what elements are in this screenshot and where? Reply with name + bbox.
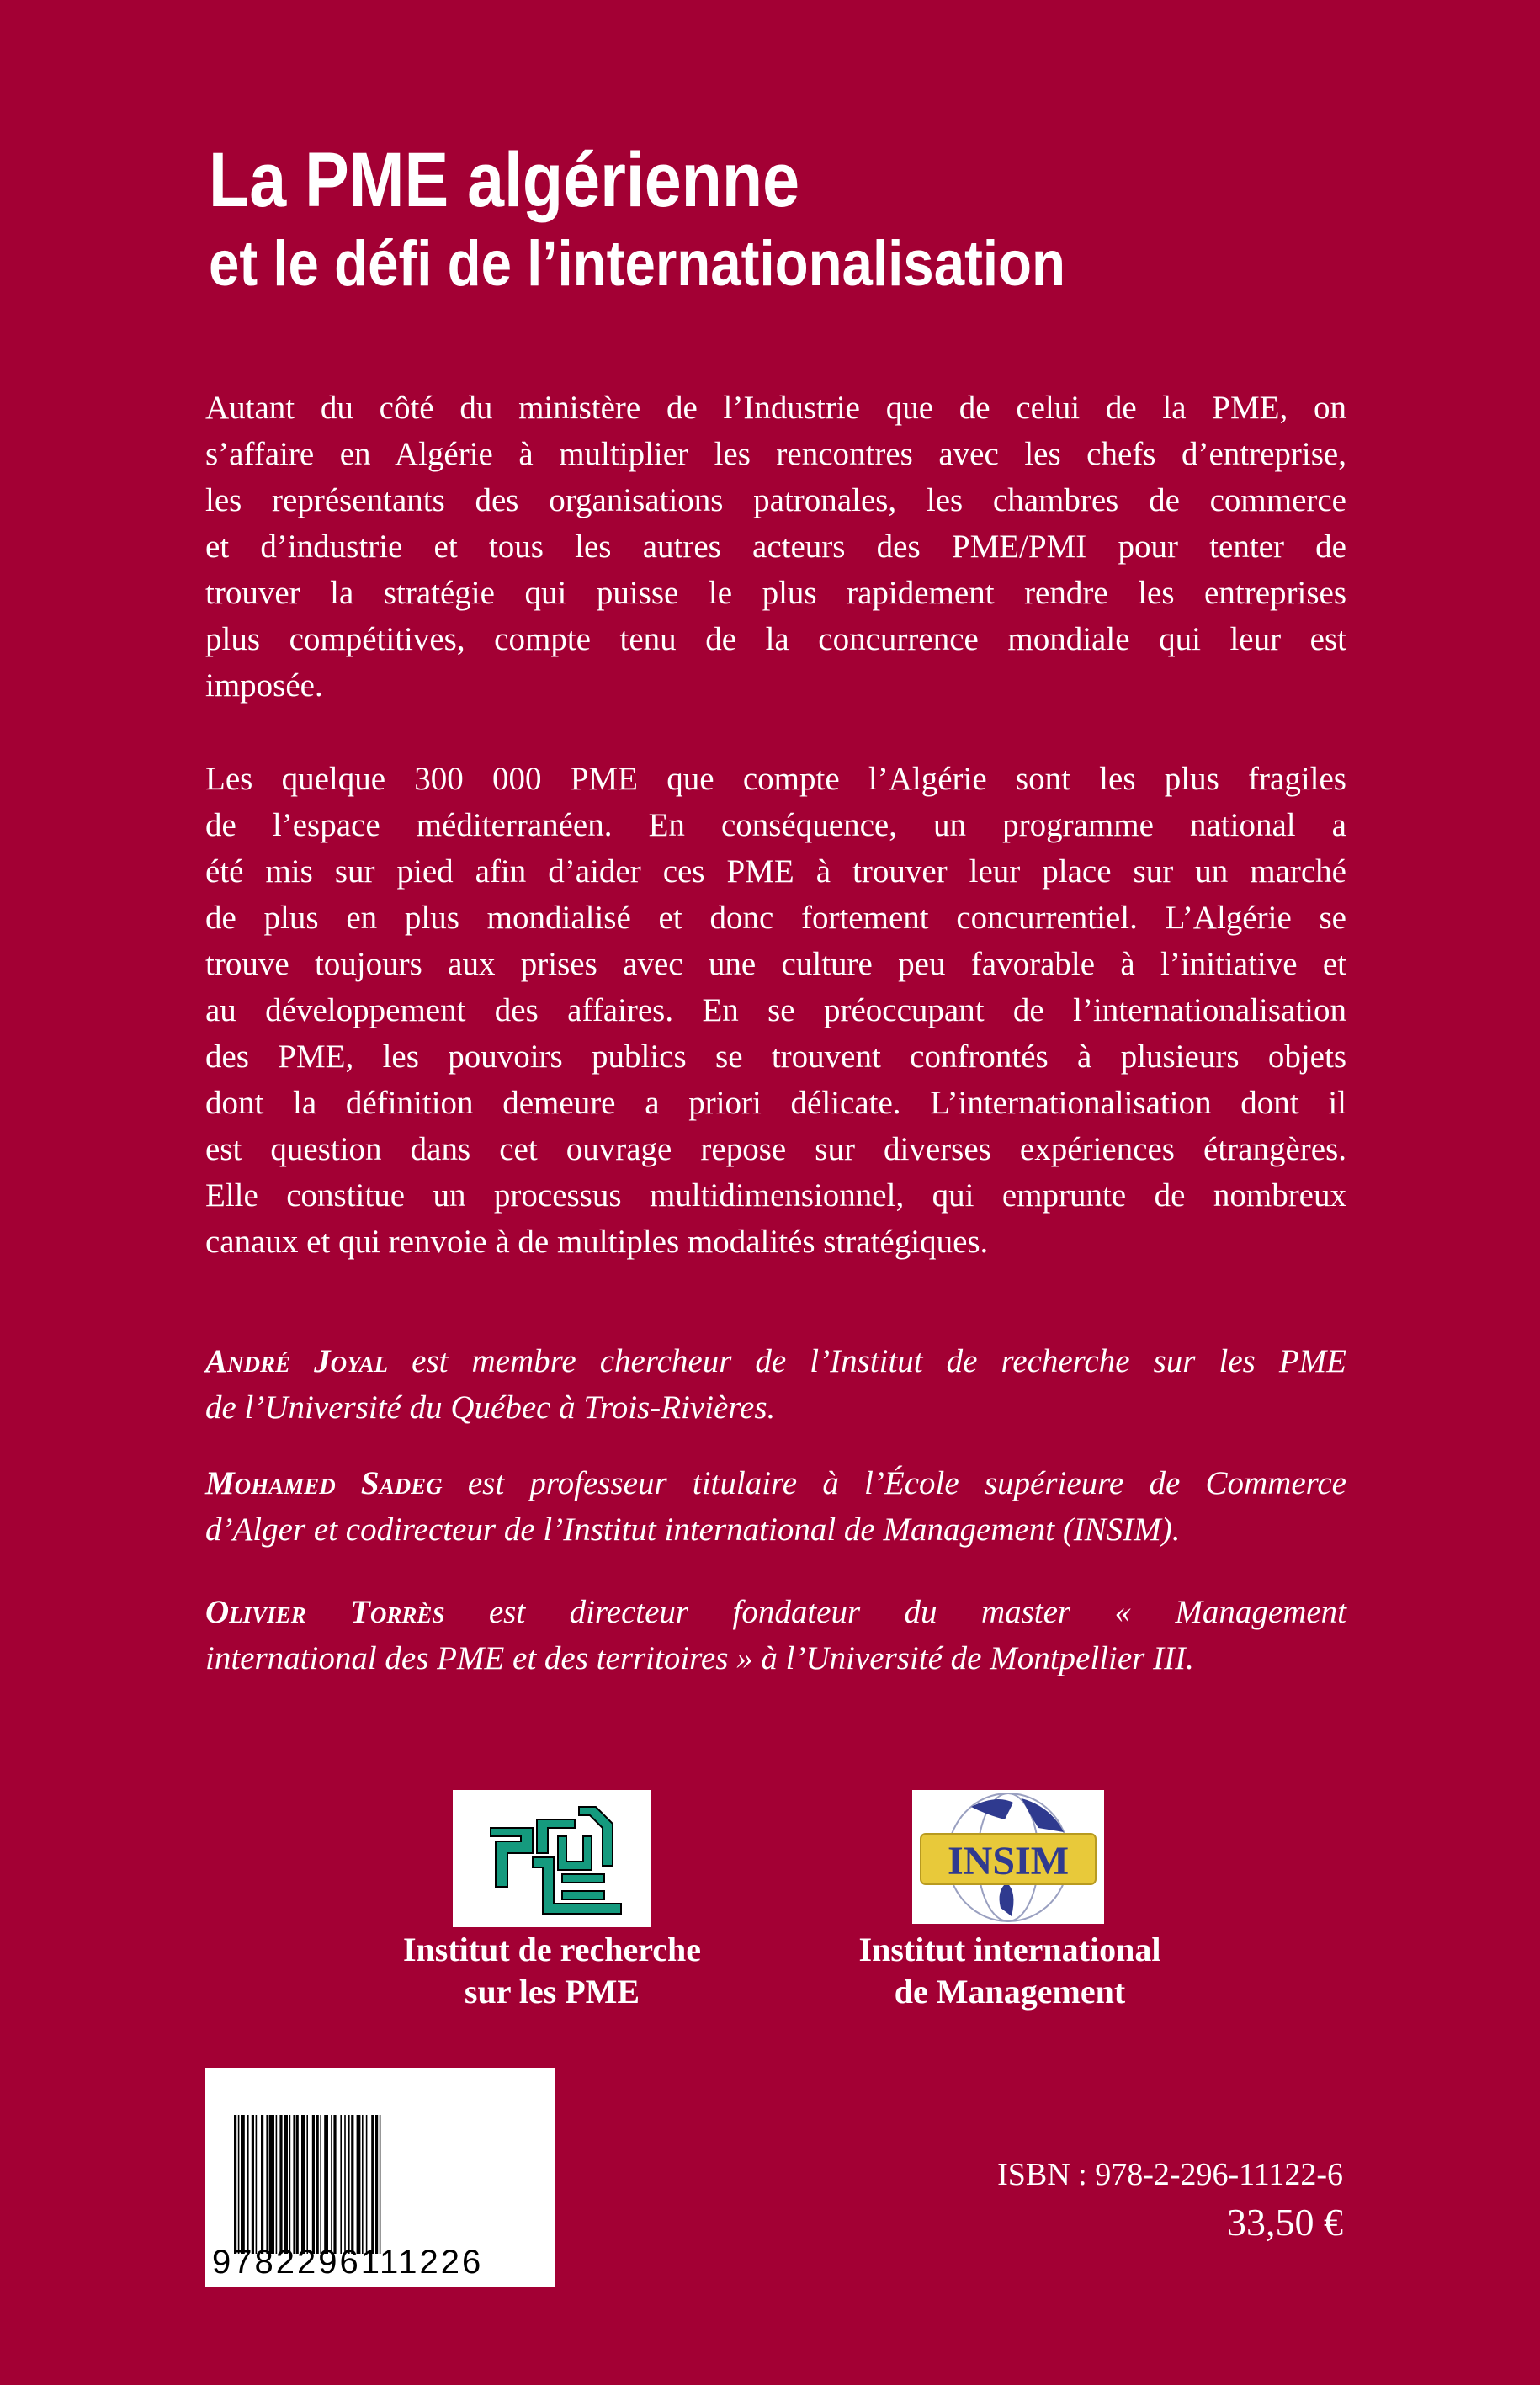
text-line: les représentants des organisations patronales, les chambres de commerce bbox=[205, 482, 1346, 518]
globe-icon bbox=[912, 1790, 1104, 1924]
barcode-bar bbox=[351, 2115, 353, 2254]
bio-text: est directeur fondateur du master « Management bbox=[444, 1594, 1347, 1630]
barcode-bar bbox=[247, 2115, 249, 2254]
svg-text:INSIM: INSIM bbox=[947, 1839, 1070, 1883]
text-line: s’affaire en Algérie à multiplier les rencontres avec les chefs d’entreprise, bbox=[205, 436, 1346, 472]
barcode-bar bbox=[238, 2115, 240, 2254]
insim-logo bbox=[912, 1790, 1104, 1924]
barcode-bar bbox=[340, 2115, 342, 2254]
text-line: canaux et qui renvoie à de multiples modalités stratégiques. bbox=[205, 1224, 989, 1260]
barcode-bar bbox=[380, 2115, 381, 2254]
text-line: Autant du côté du ministère de l’Industrie que de celui de la PME, on bbox=[205, 390, 1346, 426]
text-line: Elle constitue un processus multidimensionnel, qui emprunte de nombreux bbox=[205, 1177, 1346, 1214]
barcode-bar bbox=[276, 2115, 278, 2254]
text-line: imposée. bbox=[205, 667, 323, 704]
pme-logo-icon bbox=[453, 1790, 651, 1927]
text-line: trouver la stratégie qui puisse le plus rapidement rendre les entreprises bbox=[205, 575, 1346, 611]
pme-institute-logo bbox=[453, 1790, 651, 1927]
text-line: de plus en plus mondialisé et donc fortement concurrentiel. L’Algérie se bbox=[205, 900, 1346, 936]
author-bio-sadeg bbox=[205, 1460, 1346, 1553]
label-line: Institut de recherche bbox=[402, 1931, 702, 1968]
text-line: dont la définition demeure a priori délicate. L’internationalisation dont il bbox=[205, 1085, 1346, 1121]
author-bio-torres bbox=[205, 1589, 1346, 1681]
barcode-bar bbox=[293, 2115, 295, 2254]
text-line: trouve toujours aux prises avec une culture peu favorable à l’initiative et bbox=[205, 946, 1346, 982]
bio-text: est membre chercheur de l’Institut de recherche sur les PME bbox=[388, 1343, 1346, 1379]
text-line: plus compétitives, compte tenu de la concurrence mondiale qui leur est bbox=[205, 621, 1346, 657]
barcode-bar bbox=[301, 2115, 305, 2254]
barcode-bar bbox=[362, 2115, 364, 2254]
bio-text: est professeur titulaire à l’École supérieure de Commerce bbox=[442, 1465, 1346, 1501]
barcode-bars bbox=[234, 2115, 528, 2254]
barcode-bar bbox=[344, 2115, 346, 2254]
text-line: Les quelque 300 000 PME que compte l’Algérie sont les plus fragiles bbox=[205, 761, 1346, 797]
text-line: été mis sur pied afin d’aider ces PME à trouver leur place sur un marché bbox=[205, 853, 1346, 890]
barcode-bar bbox=[296, 2115, 299, 2254]
barcode-bar bbox=[266, 2115, 268, 2254]
summary-paragraph-1 bbox=[205, 385, 1346, 709]
text-line: et d’industrie et tous les autres acteurs des PME/PMI pour tenter de bbox=[205, 529, 1346, 565]
barcode-bar bbox=[261, 2115, 263, 2254]
barcode-bar bbox=[333, 2115, 336, 2254]
pme-institute-label bbox=[333, 1929, 771, 2013]
barcode-number: 9782296111226 bbox=[212, 2244, 484, 2281]
barcode-bar bbox=[324, 2115, 328, 2254]
barcode-bar bbox=[252, 2115, 254, 2254]
author-name: Mohamed Sadeg bbox=[205, 1465, 443, 1501]
barcode-bar bbox=[316, 2115, 319, 2254]
summary-paragraph-2 bbox=[205, 756, 1346, 1265]
bio-text: de l’Université du Québec à Trois-Rivières. bbox=[205, 1389, 776, 1426]
bio-text: d’Alger et codirecteur de l’Institut international de Management (INSIM). bbox=[205, 1511, 1181, 1548]
bio-text: international des PME et des territoires » à l’Université de Montpellier III. bbox=[205, 1640, 1194, 1676]
barcode-bar bbox=[279, 2115, 282, 2254]
label-line: de Management bbox=[894, 1973, 1126, 2011]
barcode-bar bbox=[234, 2115, 236, 2254]
price-text: 33,50 € bbox=[1227, 2201, 1343, 2244]
insim-label bbox=[791, 1929, 1229, 2013]
barcode-bar bbox=[320, 2115, 321, 2254]
author-name: Olivier Torrès bbox=[205, 1594, 445, 1630]
barcode-bar bbox=[375, 2115, 378, 2254]
barcode-bar bbox=[357, 2115, 361, 2254]
barcode-bar bbox=[269, 2115, 274, 2254]
barcode-bar bbox=[284, 2115, 288, 2254]
barcode-bar bbox=[331, 2115, 332, 2254]
isbn-text: ISBN : 978-2-296-11122-6 bbox=[997, 2157, 1343, 2192]
barcode-bar bbox=[256, 2115, 258, 2254]
barcode-bar bbox=[312, 2115, 315, 2254]
label-line: sur les PME bbox=[464, 1973, 640, 2011]
barcode-bar bbox=[348, 2115, 350, 2254]
author-name: André Joyal bbox=[205, 1343, 389, 1379]
book-title: La PME algérienne bbox=[209, 137, 799, 223]
barcode-bar bbox=[366, 2115, 368, 2254]
text-line: est question dans cet ouvrage repose sur diverses expériences étrangères. bbox=[205, 1131, 1346, 1167]
barcode-bar bbox=[289, 2115, 291, 2254]
label-line: Institut international bbox=[858, 1931, 1161, 1968]
book-subtitle: et le défi de l’internationalisation bbox=[209, 228, 1065, 300]
text-line: de l’espace méditerranéen. En conséquence, un programme national a bbox=[205, 807, 1346, 843]
barcode-bar bbox=[371, 2115, 374, 2254]
barcode-bar bbox=[306, 2115, 308, 2254]
isbn-barcode bbox=[205, 2068, 555, 2287]
barcode-bar bbox=[241, 2115, 245, 2254]
author-bio-joyal bbox=[205, 1338, 1346, 1431]
text-line: des PME, les pouvoirs publics se trouvent confrontés à plusieurs objets bbox=[205, 1038, 1346, 1075]
text-line: au développement des affaires. En se préoccupant de l’internationalisation bbox=[205, 992, 1346, 1028]
